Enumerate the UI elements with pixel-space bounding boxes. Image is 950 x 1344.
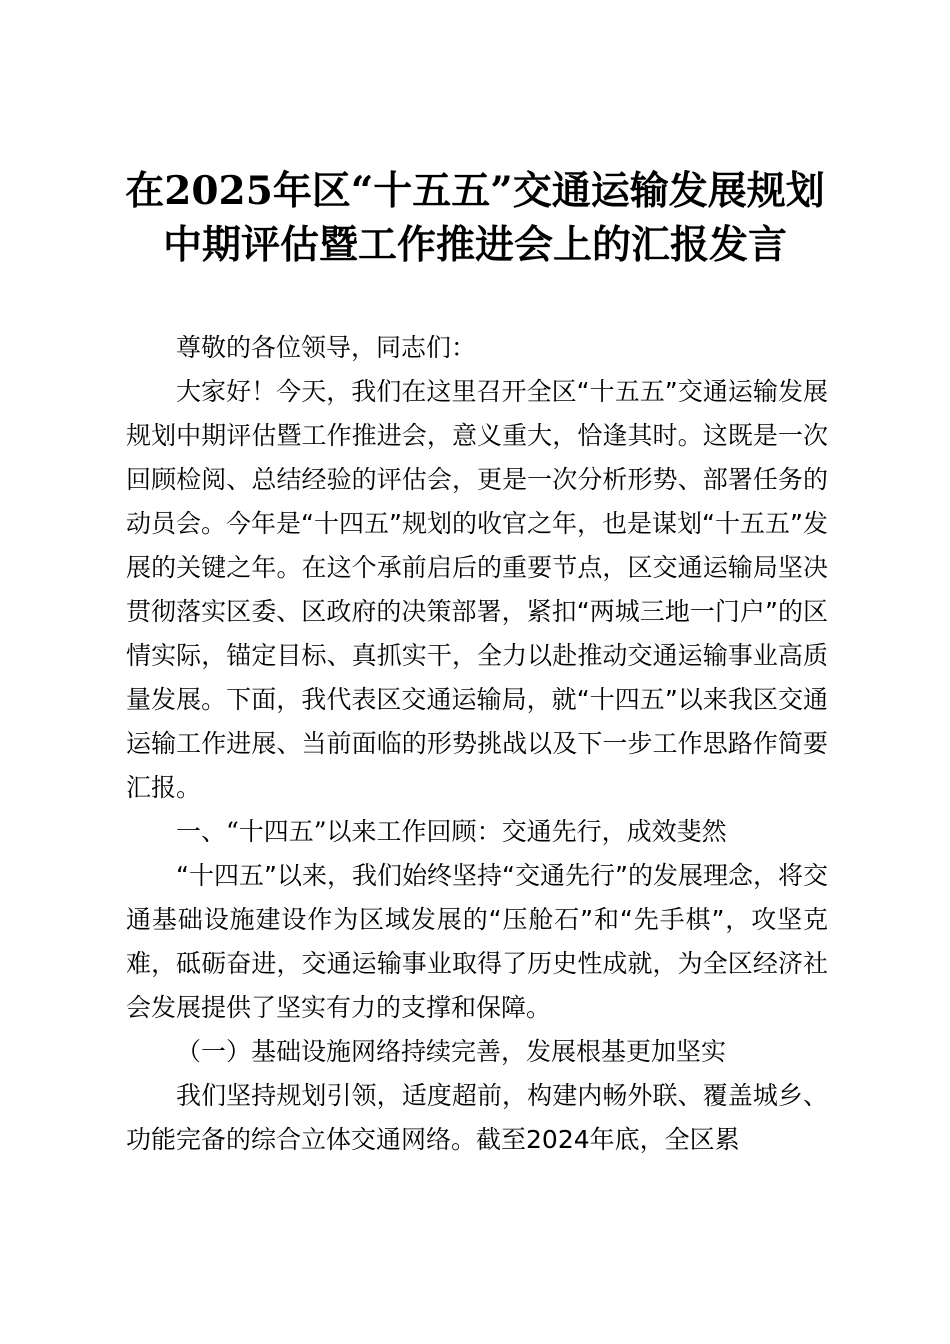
document-body (126, 326, 828, 1162)
paragraph-review: “十四五”以来，我们始终坚持“交通先行”的发展理念，将交通基础设施建设作为区域发展的“压舱石”和“先手棋”，攻坚克难，砥砺奋进，交通运输事业取得了历史性成就，为全区经济社会发展提供了坚实有力的支撑和保障。 (126, 861, 828, 1022)
paragraph-infrastructure: 我们坚持规划引领，适度超前，构建内畅外联、覆盖城乡、功能完备的综合立体交通网络。截至2024年底，全区累 (126, 1081, 828, 1154)
document-title: 在2025年区“十五五”交通运输发展规划中期评估暨工作推进会上的汇报发言 (125, 168, 825, 268)
paragraph-intro: 大家好！今天，我们在这里召开全区“十五五”交通运输发展规划中期评估暨工作推进会，意义重大，恰逢其时。这既是一次回顾检阅、总结经验的评估会，更是一次分析形势、部署任务的动员会。今年是“十四五”规划的收官之年，也是谋划“十五五”发展的关键之年。在这个承前启后的重要节点，区交通运输局坚决贯彻落实区委、区政府的决策部署，紧扣“两城三地一门户”的区情实际，锚定目标、真抓实干，全力以赴推动交通运输事业高质量发展。下面，我代表区交通运输局，就“十四五”以来我区交通运输工作进展、当前面临的形势挑战以及下一步工作思路作简要汇报。 (126, 377, 828, 802)
section-heading-1: 一、“十四五”以来工作回顾：交通先行，成效斐然 (176, 817, 727, 846)
salutation: 尊敬的各位领导，同志们： (176, 333, 477, 362)
subsection-heading-1: （一）基础设施网络持续完善，发展根基更加坚实 (176, 1037, 727, 1066)
